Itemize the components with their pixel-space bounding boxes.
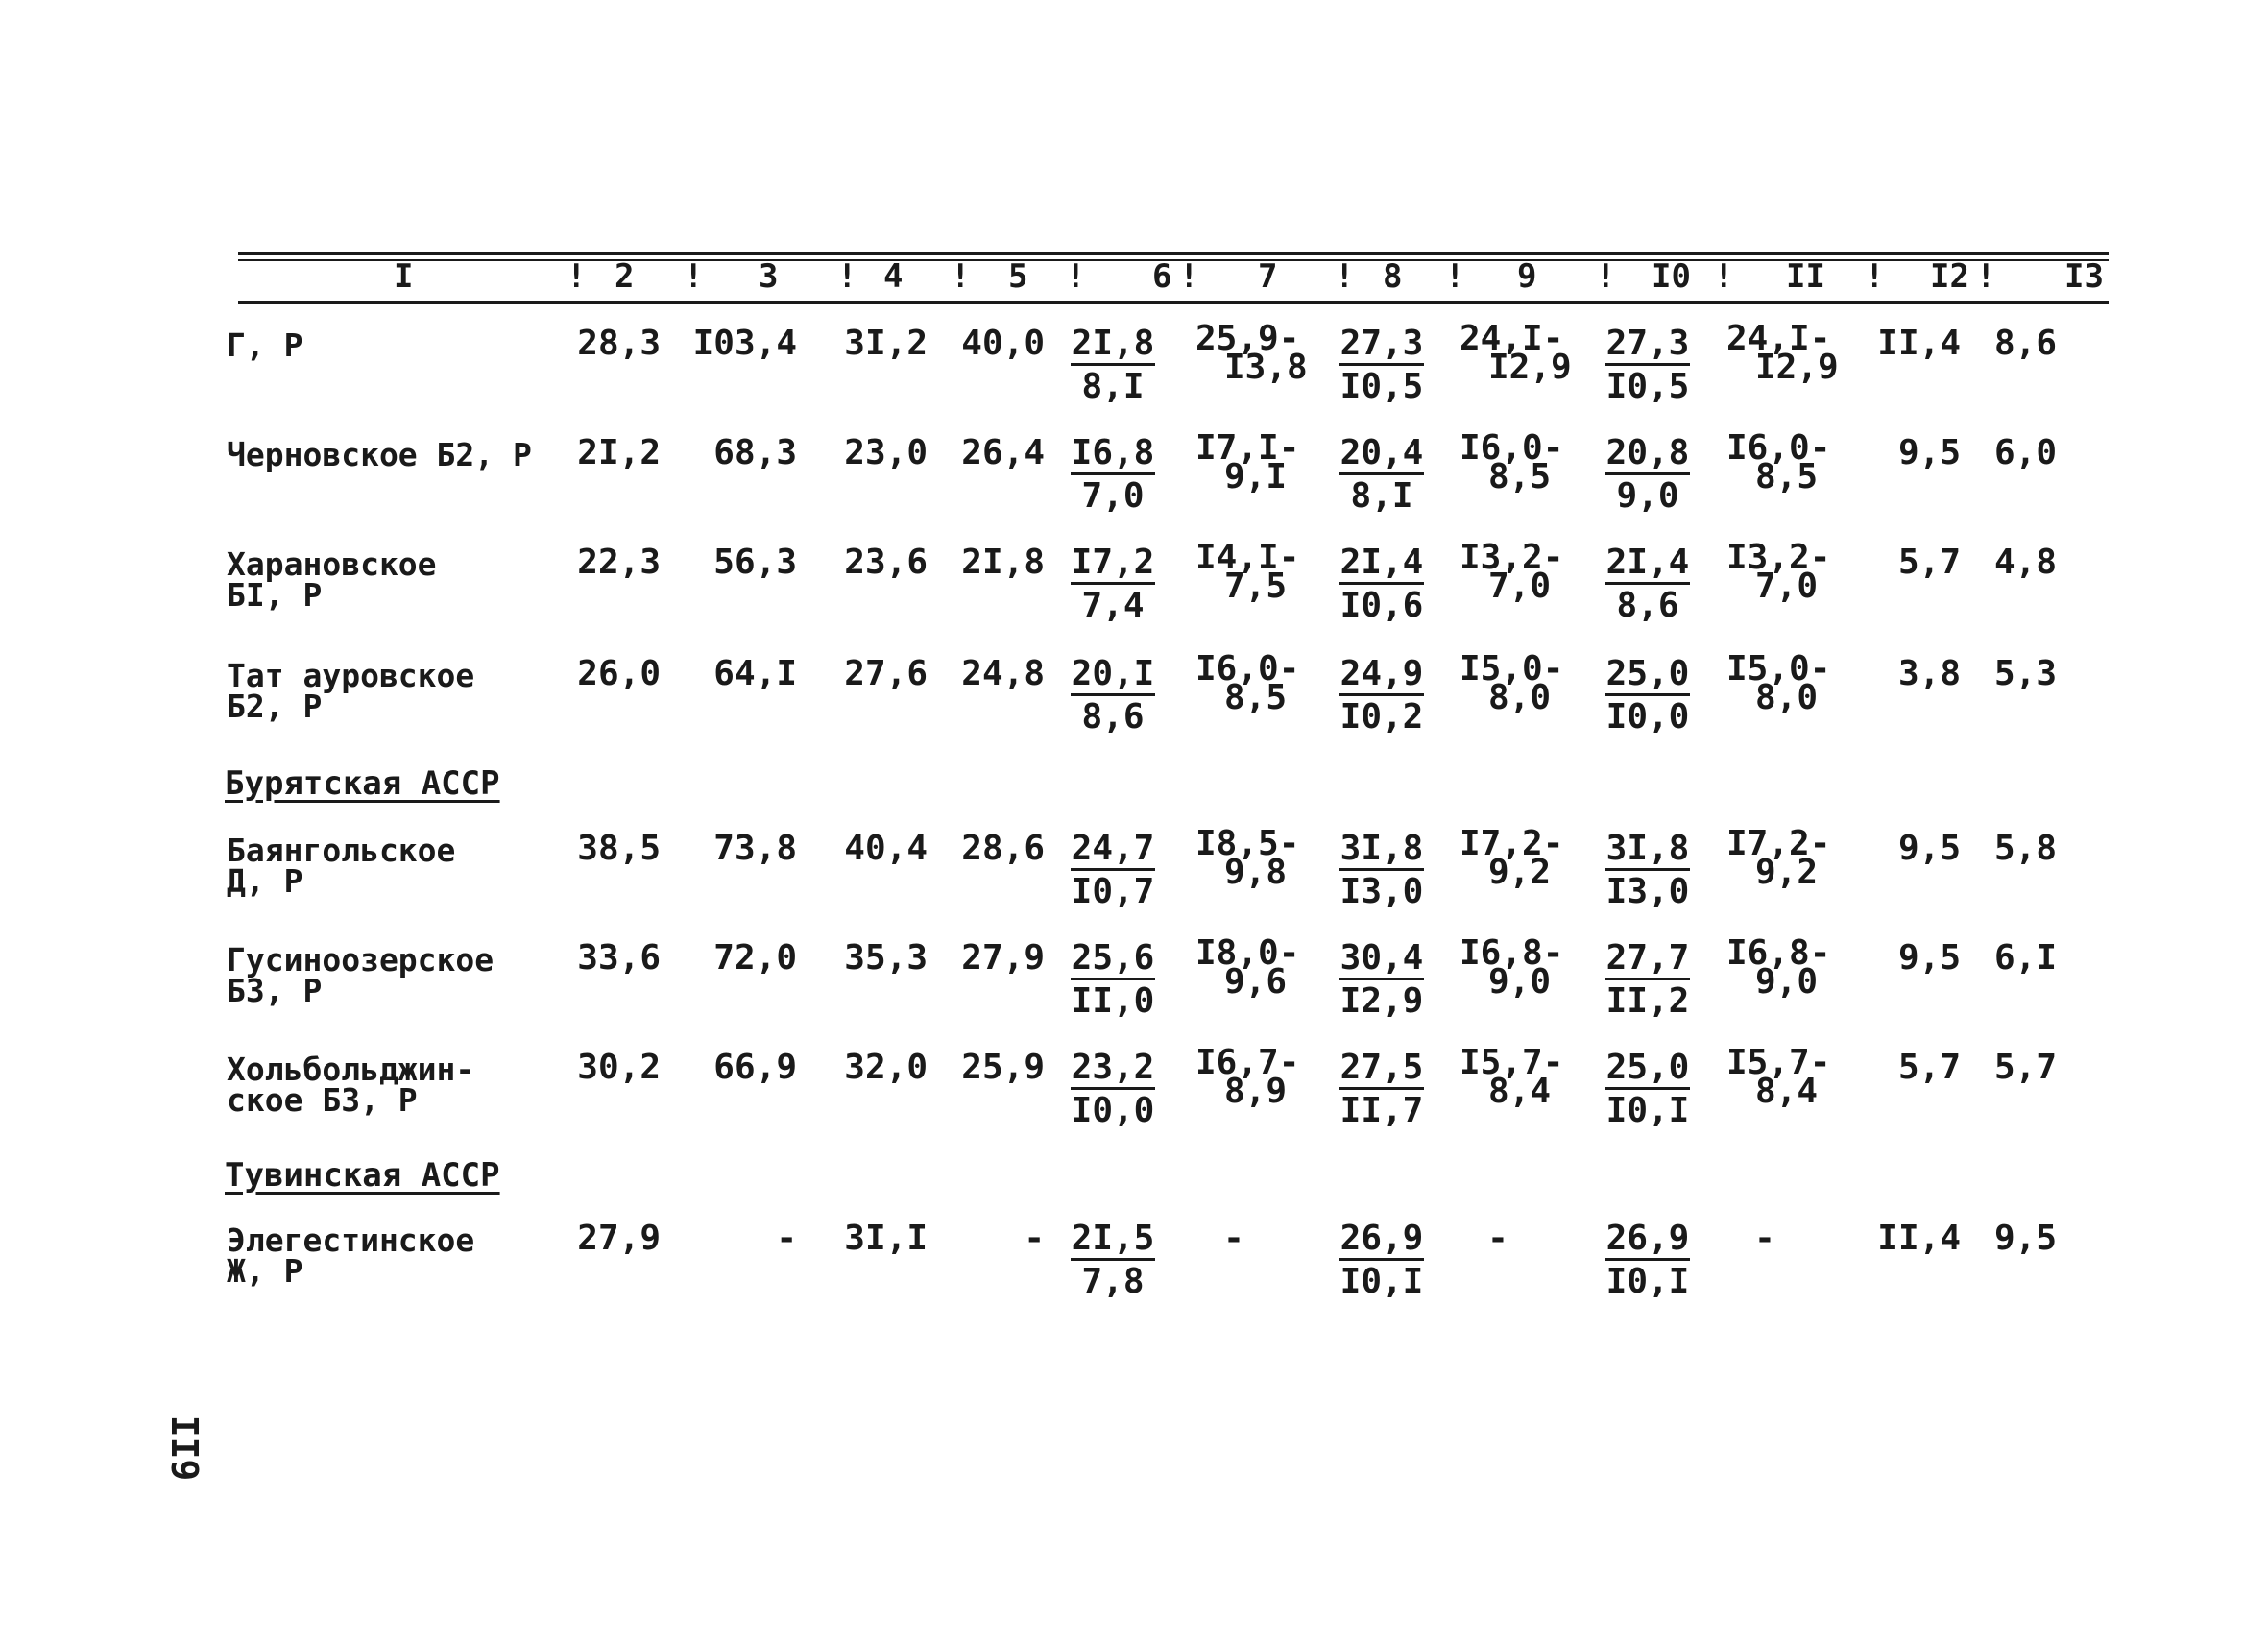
fraction-numerator: 23,2	[1071, 1049, 1155, 1090]
fraction-cell	[1605, 1220, 1690, 1303]
table-top-rule	[238, 252, 2109, 255]
column-separator: !	[1714, 257, 1734, 296]
fraction-numerator: 26,9	[1605, 1220, 1690, 1261]
fraction-cell	[1339, 655, 1424, 738]
range-cell	[1460, 1043, 1565, 1111]
fraction-cell	[1071, 655, 1155, 738]
table-cell: 26,4	[961, 433, 1045, 472]
fraction-denominator: 8,I	[1350, 476, 1413, 516]
row-name	[227, 1221, 475, 1290]
fraction-cell	[1605, 939, 1690, 1023]
column-separator: !	[1179, 257, 1199, 296]
column-header-12: I2	[1930, 257, 1969, 296]
section-heading: Бурятская АССР	[225, 764, 500, 803]
range-cell	[1195, 428, 1301, 496]
fraction-denominator: 8,6	[1081, 697, 1145, 737]
fraction-denominator: 7,0	[1081, 476, 1145, 516]
fraction-cell	[1339, 434, 1424, 518]
table-header-rule	[238, 301, 2109, 304]
range-to: I2,9	[1488, 348, 1572, 387]
table-cell: 8,6	[1993, 324, 2057, 363]
table-cell: 6,0	[1993, 433, 2057, 472]
table-cell: 5,7	[1897, 543, 1961, 582]
fraction-cell	[1339, 939, 1424, 1023]
fraction-cell	[1071, 1049, 1155, 1132]
table-cell: 22,3	[577, 543, 661, 582]
range-from: I6,0-	[1460, 428, 1564, 468]
range-cell	[1195, 319, 1308, 387]
range-from: I6,0-	[1195, 649, 1300, 689]
column-separator: !	[951, 257, 971, 296]
range-cell	[1195, 649, 1301, 717]
table-cell: 9,5	[1993, 1219, 2057, 1258]
range-to: 9,0	[1755, 962, 1819, 1002]
row-name-line: Черновское Б2, Р	[227, 436, 532, 473]
range-from: I7,2-	[1460, 824, 1564, 863]
fraction-cell	[1071, 434, 1155, 518]
table-cell: 73,8	[713, 829, 797, 868]
range-to: 9,2	[1755, 853, 1819, 892]
table-cell: II,4	[1877, 1219, 1961, 1258]
fraction-cell	[1071, 830, 1155, 913]
column-header-10: I0	[1652, 257, 1691, 296]
fraction-cell	[1605, 830, 1690, 913]
column-header-4: 4	[883, 257, 904, 296]
table-cell: 9,5	[1897, 938, 1961, 978]
range-to: 7,0	[1488, 567, 1552, 606]
column-header-8: 8	[1383, 257, 1403, 296]
row-name-line: Хольбольджин-	[227, 1051, 475, 1088]
table-cell: II,4	[1877, 324, 1961, 363]
fraction-numerator: 2I,5	[1071, 1220, 1155, 1261]
range-to: 8,5	[1488, 457, 1552, 496]
range-to: 9,2	[1488, 853, 1552, 892]
column-header-11: II	[1786, 257, 1825, 296]
table-cell: 5,8	[1993, 829, 2057, 868]
column-header-1: I	[394, 257, 414, 296]
fraction-numerator: 20,I	[1071, 655, 1155, 696]
row-name	[227, 832, 456, 900]
fraction-numerator: 3I,8	[1605, 830, 1690, 871]
range-from: I7,2-	[1726, 824, 1831, 863]
table-cell: 5,3	[1993, 654, 2057, 693]
range-to: 9,0	[1488, 962, 1552, 1002]
fraction-denominator: I0,6	[1339, 586, 1424, 625]
range-from: 25,9-	[1195, 319, 1300, 358]
range-to: 7,5	[1224, 567, 1288, 606]
table-cell: 23,6	[844, 543, 928, 582]
fraction-numerator: 25,0	[1605, 1049, 1690, 1090]
range-to: 9,I	[1224, 457, 1288, 496]
column-separator: !	[1335, 257, 1355, 296]
fraction-numerator: 2I,4	[1605, 544, 1690, 585]
row-name-line: Гусиноозерское	[227, 941, 495, 979]
column-header-7: 7	[1258, 257, 1278, 296]
table-cell: 2I,2	[577, 433, 661, 472]
column-separator: !	[1445, 257, 1465, 296]
fraction-numerator: 26,9	[1339, 1220, 1424, 1261]
row-name-line: Харановское	[227, 545, 437, 583]
fraction-numerator: 27,7	[1605, 939, 1690, 980]
fraction-numerator: 25,0	[1605, 655, 1690, 696]
table-cell: 40,4	[844, 829, 928, 868]
section-heading: Тувинская АССР	[225, 1156, 500, 1195]
range-to: I3,8	[1224, 348, 1308, 387]
table-cell: 33,6	[577, 938, 661, 978]
row-name-line: Г, Р	[227, 326, 303, 364]
range-cell	[1195, 1043, 1301, 1111]
row-name-line: Элегестинское	[227, 1221, 475, 1259]
range-cell	[1726, 824, 1832, 892]
column-separator: !	[1066, 257, 1086, 296]
fraction-denominator: I2,9	[1339, 981, 1424, 1021]
row-name	[227, 436, 532, 473]
range-from: I6,8-	[1726, 933, 1831, 973]
fraction-denominator: II,0	[1071, 981, 1155, 1021]
column-separator: !	[567, 257, 587, 296]
table-cell: 64,I	[713, 654, 797, 693]
range-from: I3,2-	[1460, 538, 1564, 577]
range-to: 7,0	[1755, 567, 1819, 606]
row-name-line: Ж, Р	[227, 1252, 303, 1290]
page-number: II9	[163, 1414, 205, 1482]
table-cell: 5,7	[1897, 1048, 1961, 1087]
fraction-numerator: 24,9	[1339, 655, 1424, 696]
table-cell: 5,7	[1993, 1048, 2057, 1087]
row-name	[227, 657, 475, 725]
range-from: I8,0-	[1195, 933, 1300, 973]
range-from: I7,I-	[1195, 428, 1300, 468]
fraction-denominator: I0,5	[1339, 367, 1424, 406]
range-from: I5,7-	[1460, 1043, 1564, 1082]
table-cell: 27,9	[961, 938, 1045, 978]
table-cell: 27,9	[577, 1219, 661, 1258]
table-cell: 28,6	[961, 829, 1045, 868]
range-cell	[1460, 428, 1565, 496]
fraction-denominator: I0,0	[1071, 1091, 1155, 1130]
fraction-cell	[1071, 939, 1155, 1023]
table-cell: 66,9	[713, 1048, 797, 1087]
range-from: I5,7-	[1726, 1043, 1831, 1082]
table-cell: I03,4	[692, 324, 797, 363]
column-separator: !	[1865, 257, 1885, 296]
fraction-denominator: I0,7	[1071, 872, 1155, 911]
range-to: 8,5	[1755, 457, 1819, 496]
fraction-cell	[1071, 325, 1155, 408]
fraction-cell	[1605, 1049, 1690, 1132]
fraction-numerator: 25,6	[1071, 939, 1155, 980]
range-cell	[1726, 933, 1832, 1002]
range-cell	[1460, 933, 1565, 1002]
table-cell: 32,0	[844, 1048, 928, 1087]
range-from: I8,5-	[1195, 824, 1300, 863]
fraction-numerator: 2I,8	[1071, 325, 1155, 366]
fraction-numerator: 27,3	[1605, 325, 1690, 366]
row-name-line: Б2, Р	[227, 688, 323, 725]
range-cell	[1195, 824, 1301, 892]
row-name-line: Б3, Р	[227, 972, 323, 1009]
fraction-numerator: 20,8	[1605, 434, 1690, 475]
column-header-2: 2	[615, 257, 635, 296]
range-from: 24,I-	[1460, 319, 1564, 358]
range-cell	[1726, 538, 1832, 606]
table-cell: 23,0	[844, 433, 928, 472]
table-cell: 38,5	[577, 829, 661, 868]
table-cell: 68,3	[713, 433, 797, 472]
range-from: 24,I-	[1726, 319, 1831, 358]
fraction-numerator: I6,8	[1071, 434, 1155, 475]
row-name	[227, 1051, 475, 1119]
fraction-numerator: I7,2	[1071, 544, 1155, 585]
table-cell: 3I,I	[844, 1219, 928, 1258]
range-cell	[1460, 649, 1565, 717]
row-name	[227, 941, 495, 1009]
column-header-9: 9	[1517, 257, 1537, 296]
fraction-numerator: 3I,8	[1339, 830, 1424, 871]
fraction-denominator: 7,8	[1081, 1262, 1145, 1301]
fraction-denominator: I0,5	[1605, 367, 1690, 406]
table-cell: 4,8	[1993, 543, 2057, 582]
range-to: 9,8	[1224, 853, 1288, 892]
table-cell: 6,I	[1993, 938, 2057, 978]
column-separator: !	[1976, 257, 1996, 296]
range-to: 8,0	[1488, 678, 1552, 717]
table-cell: 3,8	[1897, 654, 1961, 693]
fraction-denominator: II,2	[1605, 981, 1690, 1021]
fraction-cell	[1339, 1049, 1424, 1132]
range-to: I2,9	[1755, 348, 1839, 387]
table-cell: 28,3	[577, 324, 661, 363]
table-cell: 27,6	[844, 654, 928, 693]
table-cell: 24,8	[961, 654, 1045, 693]
table-cell: -	[1223, 1219, 1244, 1258]
range-from: I3,2-	[1726, 538, 1831, 577]
range-to: 8,0	[1755, 678, 1819, 717]
range-cell	[1460, 319, 1572, 387]
column-header-13: I3	[2064, 257, 2104, 296]
table-cell: 30,2	[577, 1048, 661, 1087]
table-cell: 26,0	[577, 654, 661, 693]
range-to: 9,6	[1224, 962, 1288, 1002]
column-separator: !	[837, 257, 857, 296]
fraction-numerator: 27,3	[1339, 325, 1424, 366]
table-cell: -	[1487, 1219, 1508, 1258]
table-cell: 40,0	[961, 324, 1045, 363]
table-cell: 9,5	[1897, 829, 1961, 868]
fraction-denominator: I0,I	[1339, 1262, 1424, 1301]
table-cell: 56,3	[713, 543, 797, 582]
range-from: I4,I-	[1195, 538, 1300, 577]
range-cell	[1726, 428, 1832, 496]
range-to: 8,5	[1224, 678, 1288, 717]
fraction-cell	[1605, 434, 1690, 518]
fraction-denominator: I0,I	[1605, 1262, 1690, 1301]
range-cell	[1195, 933, 1301, 1002]
fraction-denominator: 8,I	[1081, 367, 1145, 406]
range-cell	[1726, 649, 1832, 717]
fraction-denominator: I0,I	[1605, 1091, 1690, 1130]
column-separator: !	[684, 257, 704, 296]
range-to: 8,4	[1488, 1072, 1552, 1111]
table-cell: 2I,8	[961, 543, 1045, 582]
fraction-cell	[1605, 325, 1690, 408]
fraction-cell	[1339, 325, 1424, 408]
range-cell	[1460, 538, 1565, 606]
fraction-cell	[1071, 544, 1155, 627]
fraction-cell	[1339, 830, 1424, 913]
row-name-line: БI, Р	[227, 576, 323, 614]
row-name-line: Баянгольское	[227, 832, 456, 869]
table-cell: -	[1024, 1219, 1045, 1258]
range-cell	[1460, 824, 1565, 892]
row-name-line: ское Б3, Р	[227, 1081, 418, 1119]
range-cell	[1195, 538, 1301, 606]
range-to: 8,9	[1224, 1072, 1288, 1111]
range-cell	[1726, 1043, 1832, 1111]
column-header-6: 6	[1152, 257, 1172, 296]
range-from: I6,8-	[1460, 933, 1564, 973]
fraction-numerator: 2I,4	[1339, 544, 1424, 585]
fraction-denominator: 9,0	[1616, 476, 1679, 516]
fraction-denominator: I0,0	[1605, 697, 1690, 737]
range-to: 8,4	[1755, 1072, 1819, 1111]
table-top-rule-thin	[238, 259, 2109, 261]
row-name	[227, 326, 303, 364]
table-cell: 72,0	[713, 938, 797, 978]
table-cell: 25,9	[961, 1048, 1045, 1087]
fraction-cell	[1605, 655, 1690, 738]
range-from: I5,0-	[1726, 649, 1831, 689]
fraction-denominator: 8,6	[1616, 586, 1679, 625]
fraction-denominator: I3,0	[1339, 872, 1424, 911]
fraction-cell	[1605, 544, 1690, 627]
table-cell: -	[776, 1219, 797, 1258]
fraction-denominator: II,7	[1339, 1091, 1424, 1130]
fraction-denominator: I0,2	[1339, 697, 1424, 737]
row-name	[227, 545, 437, 614]
fraction-denominator: 7,4	[1081, 586, 1145, 625]
range-from: I5,0-	[1460, 649, 1564, 689]
fraction-numerator: 20,4	[1339, 434, 1424, 475]
range-cell	[1726, 319, 1839, 387]
table-cell: 3I,2	[844, 324, 928, 363]
fraction-numerator: 27,5	[1339, 1049, 1424, 1090]
fraction-cell	[1339, 544, 1424, 627]
range-from: I6,7-	[1195, 1043, 1300, 1082]
table-cell: 35,3	[844, 938, 928, 978]
fraction-cell	[1339, 1220, 1424, 1303]
column-header-5: 5	[1008, 257, 1028, 296]
fraction-denominator: I3,0	[1605, 872, 1690, 911]
table-cell: -	[1754, 1219, 1775, 1258]
row-name-line: Тат ауровское	[227, 657, 475, 694]
table-cell: 9,5	[1897, 433, 1961, 472]
fraction-numerator: 24,7	[1071, 830, 1155, 871]
fraction-numerator: 30,4	[1339, 939, 1424, 980]
column-separator: !	[1596, 257, 1616, 296]
range-from: I6,0-	[1726, 428, 1831, 468]
fraction-cell	[1071, 1220, 1155, 1303]
row-name-line: Д, Р	[227, 862, 303, 900]
column-header-3: 3	[759, 257, 779, 296]
